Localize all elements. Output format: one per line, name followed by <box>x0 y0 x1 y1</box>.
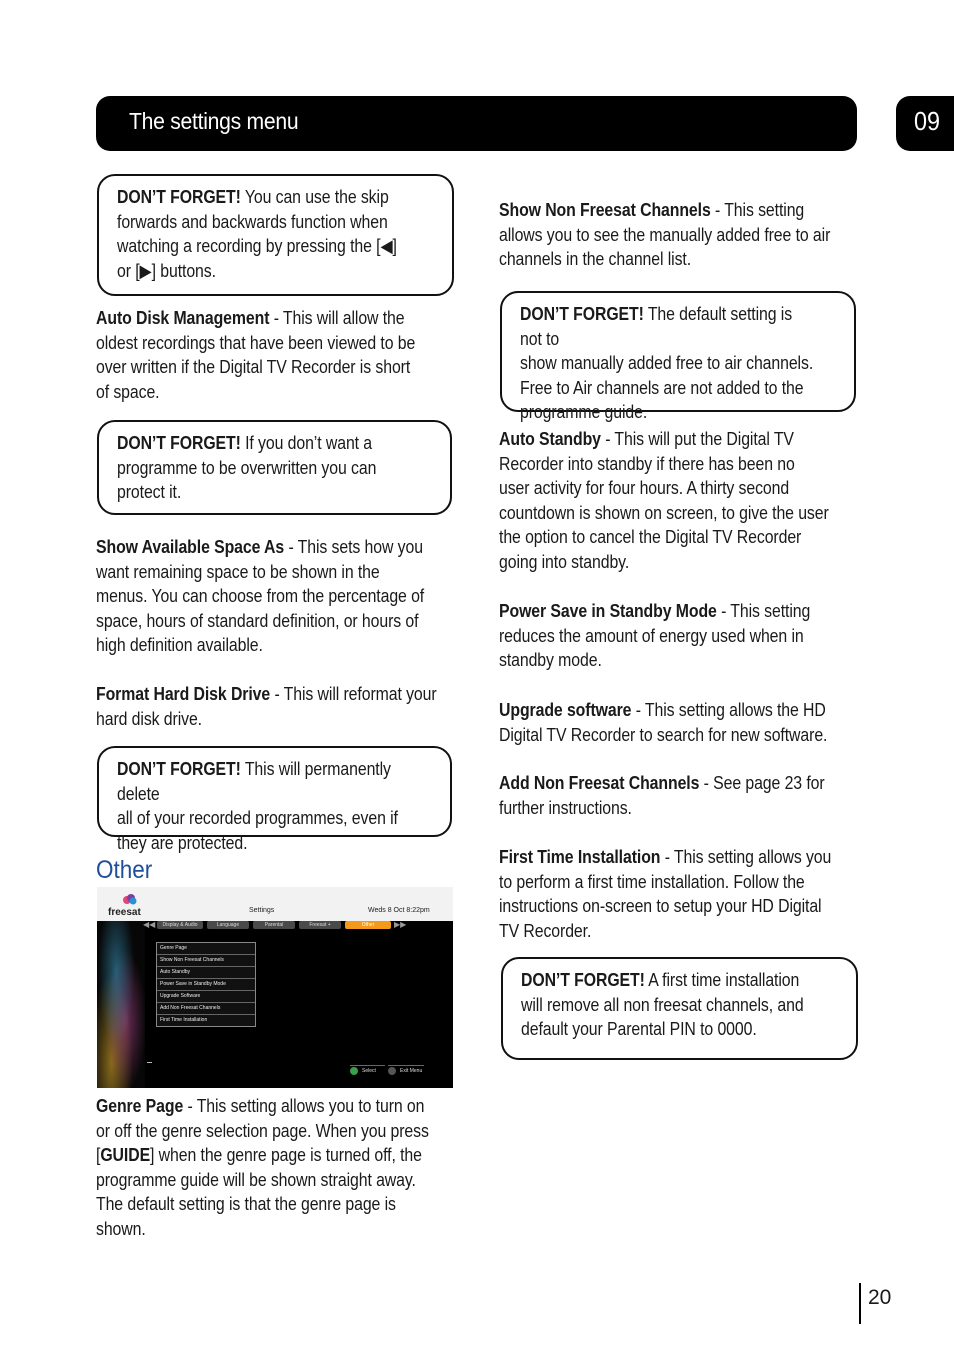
page-number: 20 <box>868 1286 892 1309</box>
dont-forget-text: DON’T FORGET! If you don’t want a programme to be overwritten you can protect it. <box>117 433 377 503</box>
settings-menu-list <box>156 942 256 1027</box>
section-title: The settings menu <box>129 108 299 134</box>
dont-forget-text: DON’T FORGET! The default setting is not to show manually added free to air channels. Free to Air channels are not added to the programme guide. <box>520 304 814 423</box>
dont-forget-box-free-to-air <box>500 291 856 423</box>
genre-page-paragraph: Genre Page - This setting allows you to turn on or off the genre selection page. When you press [GUIDE] when the genre page is turned off, the programme guide will be shown straight away. The default setting is that the genre page is shown. <box>96 1096 429 1239</box>
dont-forget-box-protect <box>97 420 452 515</box>
screenshot-title: Settings <box>249 907 275 914</box>
screenshot-header <box>97 887 453 921</box>
show-non-freesat-paragraph: Show Non Freesat Channels - This setting allows you to see the manually added free to air channels in the channel list. <box>499 200 831 270</box>
screenshot-date: Weds 8 Oct 8:22pm <box>368 907 430 914</box>
power-save-paragraph: Power Save in Standby Mode - This setting reduces the amount of energy used when in standby mode. <box>499 601 811 671</box>
tab-display-audio[interactable]: Display & Audio <box>157 921 203 929</box>
format-hard-disk-paragraph: Format Hard Disk Drive - This will reformat your hard disk drive. <box>96 684 437 729</box>
dont-forget-box-first-time <box>501 957 858 1060</box>
dont-forget-box-delete <box>97 746 452 853</box>
freesat-logo-icon <box>123 894 137 906</box>
auto-standby-paragraph: Auto Standby - This will put the Digital TV Recorder into standby if there has been no user activity for four hours. A thirty second countdown is shown on screen, to give the user the option to cancel the Digital TV Recorder going into standby. <box>499 429 829 572</box>
menu-item-show-non-freesat[interactable]: Show Non Freesat Channels <box>157 955 255 967</box>
menu-item-add-non-freesat[interactable]: Add Non Freesat Channels <box>157 1003 255 1015</box>
section-header-bar <box>96 96 857 151</box>
menu-item-genre-page[interactable]: Genre Page <box>157 943 255 955</box>
dont-forget-box-skip <box>97 174 454 296</box>
tab-right-arrow-icon: ▶▶ <box>394 920 407 929</box>
tab-freesat-plus[interactable]: Freesat + <box>299 921 341 929</box>
decorative-artwork <box>97 921 145 1088</box>
cursor-mark <box>147 1062 152 1063</box>
tab-language[interactable]: Language <box>207 921 249 929</box>
add-non-freesat-paragraph: Add Non Freesat Channels - See page 23 for further instructions. <box>499 773 825 818</box>
tab-other[interactable]: Other <box>345 921 391 929</box>
other-heading: Other <box>96 856 153 884</box>
freesat-logo-text: freesat <box>108 907 141 918</box>
ok-icon <box>350 1067 358 1075</box>
upgrade-software-paragraph: Upgrade software - This setting allows the HD Digital TV Recorder to search for new software. <box>499 700 828 745</box>
menu-item-upgrade-software[interactable]: Upgrade Software <box>157 991 255 1003</box>
select-button[interactable]: Select <box>350 1065 385 1077</box>
back-icon <box>388 1067 396 1075</box>
menu-item-first-time-installation[interactable]: First Time Installation <box>160 1017 208 1023</box>
dont-forget-text: DON’T FORGET! You can use the skip forwards and backwards function when watching a recording by pressing the [◀] or [▶] buttons. <box>117 187 397 281</box>
first-time-installation-paragraph: First Time Installation - This setting allows you to perform a first time installation. Follow the instructions on-screen to setup your HD Digital TV Recorder. <box>499 847 832 941</box>
tab-parental[interactable]: Parental <box>253 921 295 929</box>
dont-forget-text: DON’T FORGET! A first time installation will remove all non freesat channels, and default your Parental PIN to 0000. <box>521 970 804 1040</box>
auto-disk-management-paragraph: Auto Disk Management - This will allow the oldest recordings that have been viewed to be over written if the Digital TV Recorder is short of space. <box>96 308 416 402</box>
menu-item-auto-standby[interactable]: Auto Standby <box>157 967 255 979</box>
dont-forget-text: DON’T FORGET! This will permanently delete all of your recorded programmes, even if they are protected. <box>117 759 398 853</box>
screenshot-tabs <box>143 920 453 930</box>
page-number-rule <box>859 1283 861 1324</box>
chapter-number: 09 <box>914 106 941 136</box>
settings-screenshot <box>97 887 453 1088</box>
exit-menu-button[interactable]: Exit Menu <box>388 1065 424 1077</box>
menu-item-power-save[interactable]: Power Save in Standby Mode <box>157 979 255 991</box>
show-available-space-paragraph: Show Available Space As - This sets how you want remaining space to be shown in the menus. You can choose from the percentage of space, hours of standard definition, or hours of high definition available. <box>96 537 425 656</box>
chapter-tab <box>896 96 954 151</box>
tab-left-arrow-icon: ◀◀ <box>143 920 156 929</box>
